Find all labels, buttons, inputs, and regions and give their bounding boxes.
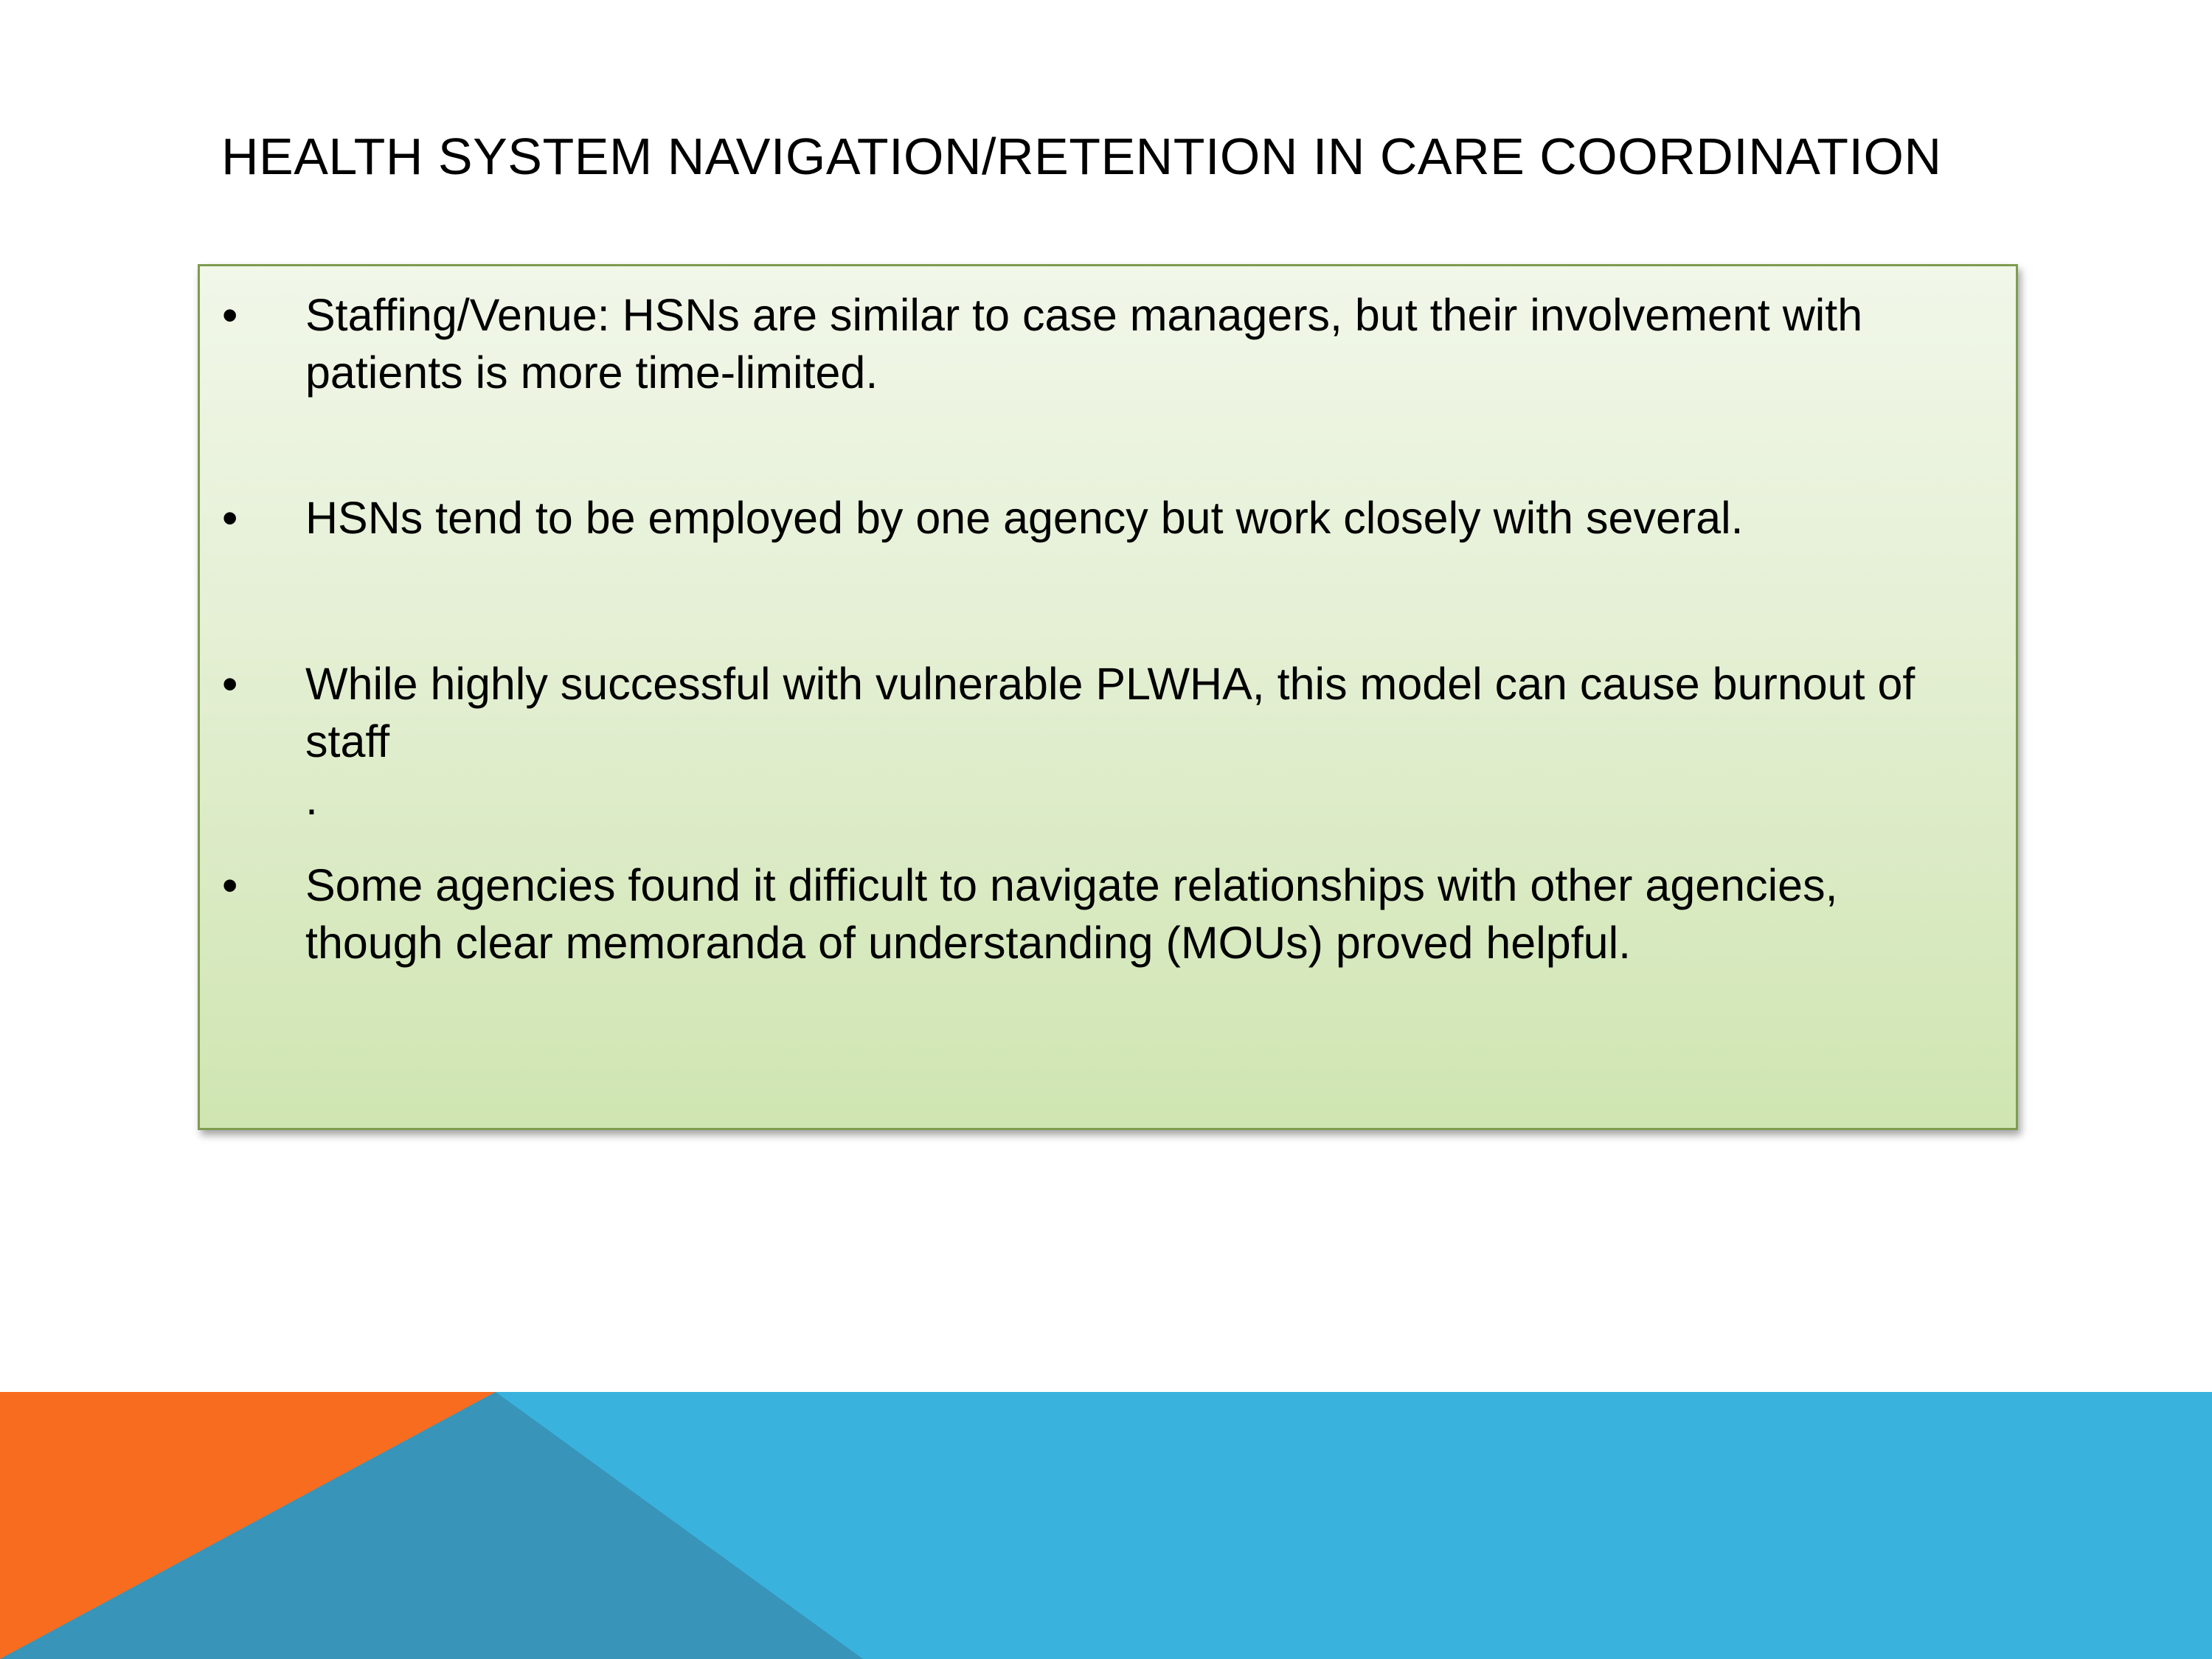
- bullet-marker: •: [222, 493, 238, 543]
- footer-decoration: [0, 1392, 2212, 1659]
- bullet-text: Some agencies found it difficult to navigate relationships with other agencies, though clear memoranda of understanding (MOUs) proved helpful.: [305, 860, 1838, 968]
- bullet-text: HSNs tend to be employed by one agency but work closely with several.: [305, 493, 1744, 543]
- bullet-marker: •: [222, 659, 238, 709]
- slide-title: HEALTH SYSTEM NAVIGATION/RETENTION IN CARE COORDINATION: [221, 128, 1942, 185]
- bullet-text: Staffing/Venue: HSNs are similar to case managers, but their involvement with patients is more time-limited.: [305, 290, 1863, 398]
- bullet-marker: •: [222, 290, 238, 340]
- bullet-text: While highly successful with vulnerable PLWHA, this model can cause burnout of staff .: [305, 659, 1915, 824]
- bullet-marker: •: [222, 860, 238, 910]
- content-box: [198, 264, 2018, 1130]
